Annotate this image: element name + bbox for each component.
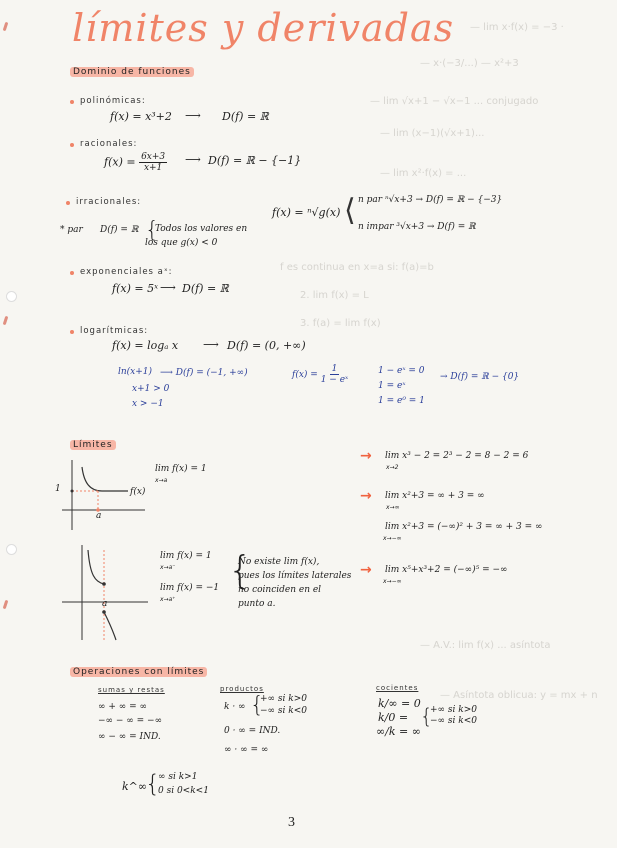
note-domain: D(f) = ℝ [100, 225, 139, 235]
note-line3: no coinciden en el [238, 585, 322, 595]
formula-irracional: f(x) = ⁿ√g(x) [272, 206, 341, 219]
suma-3: ∞ − ∞ = IND. [98, 732, 161, 742]
note-line1: Todos los valores en [155, 224, 248, 234]
margin-mark [3, 22, 9, 31]
brace-left: ⟨ [344, 193, 356, 228]
formula-polinomica: f(x) = x³+2 [110, 110, 172, 123]
margin-mark [3, 600, 9, 609]
bullet-dot [70, 271, 74, 275]
limit-example-1: lim x³ − 2 = 2³ − 2 = 8 − 2 = 6 [385, 451, 529, 461]
potencia-case2: 0 si 0<k<1 [158, 786, 209, 796]
domain-polinomica: D(f) = ℝ [222, 110, 269, 123]
punch-hole [6, 544, 17, 555]
limit-example-2: lim x²+3 = ∞ + 3 = ∞ [385, 491, 485, 501]
margin-mark [3, 316, 9, 325]
example-ln-domain: ⟶ D(f) = (−1, +∞) [160, 368, 248, 378]
domain-logaritmica: D(f) = (0, +∞) [227, 339, 306, 352]
note-line2: pues los límites laterales [238, 571, 352, 581]
graph1-limit-sub: x→a [155, 477, 168, 484]
subtitle-cocientes: cocientes [376, 684, 419, 692]
section-heading-limites: Límites [70, 440, 116, 450]
limit-example-4: lim x⁵+x³+2 = (−∞)⁵ = −∞ [385, 565, 508, 575]
graph1-tick-y: 1 [55, 484, 61, 494]
bullet-dot [66, 201, 70, 205]
example-ln: ln(x+1) [118, 367, 153, 377]
suma-2: −∞ − ∞ = −∞ [98, 716, 163, 726]
limit-example-3: lim x²+3 = (−∞)² + 3 = ∞ + 3 = ∞ [385, 522, 543, 532]
example-ln-cond2: x > −1 [132, 399, 164, 409]
label-racionales: racionales: [80, 139, 138, 149]
graph1-curve-label: f(x) [130, 487, 146, 497]
brace: { [420, 704, 433, 728]
red-arrow-icon: → [360, 562, 372, 578]
example-ln-cond1: x+1 > 0 [132, 384, 170, 394]
section-heading-operaciones: Operaciones con límites [70, 667, 207, 677]
graph2-limit-left: lim f(x) = 1 [160, 551, 212, 561]
brace: { [145, 218, 159, 243]
formula-logaritmica: f(x) = logₐ x [112, 339, 179, 352]
cociente-2-case1: +∞ si k>0 [430, 705, 477, 715]
cociente-2: k/0 = [378, 711, 409, 724]
domain-racional: D(f) = ℝ − {−1} [208, 154, 302, 167]
limit-example-4-sub: x→−∞ [383, 578, 402, 585]
example-exp-step3: 1 = e⁰ = 1 [378, 396, 425, 406]
graph1-tick-x: a [96, 511, 102, 521]
cociente-3: ∞/k = ∞ [376, 725, 421, 738]
punch-hole [6, 291, 17, 302]
note-prefix-par: * par [60, 225, 83, 235]
producto-2: 0 · ∞ = IND. [224, 726, 281, 736]
producto-k: k · ∞ [224, 702, 246, 712]
page-title: límites y derivadas [72, 6, 455, 50]
arrow: ⟶ [160, 281, 176, 294]
note-line4: punto a. [238, 599, 276, 609]
arrow: ⟶ [185, 153, 201, 166]
subtitle-sumas: sumas y restas [98, 686, 165, 694]
cociente-2-case2: −∞ si k<0 [430, 716, 477, 726]
example-exp-fraction: f(x) = $\frac{1}{\text{1 − eˣ}}$ [292, 364, 349, 385]
note-line2: los que g(x) < 0 [145, 238, 218, 248]
brace: { [250, 693, 264, 718]
limit-example-3-sub: x→−∞ [383, 535, 402, 542]
bullet-dot [70, 330, 74, 334]
bullet-dot [70, 100, 74, 104]
section-heading-dominio: Dominio de funciones [70, 67, 194, 77]
graph2-limit-right: lim f(x) = −1 [160, 583, 220, 593]
graph-limit-not-exists [60, 540, 150, 645]
page-number: 3 [288, 815, 295, 830]
domain-exponencial: D(f) = ℝ [182, 282, 229, 295]
case-n-par: n par ⁿ√x+3 → D(f) = ℝ − {−3} [358, 195, 503, 205]
label-logaritmicas: logarítmicas: [80, 326, 149, 336]
graph2-limit-left-sub: x→a⁻ [160, 564, 176, 571]
graph1-limit: lim f(x) = 1 [155, 464, 207, 474]
example-exp-domain: → D(f) = ℝ − {0} [440, 372, 520, 382]
red-arrow-icon: → [360, 488, 372, 504]
producto-k-case1: +∞ si k>0 [260, 694, 307, 704]
case-n-impar: n impar ³√x+3 → D(f) = ℝ [358, 222, 476, 232]
bullet-dot [70, 143, 74, 147]
potencia-k: k^∞ [122, 780, 148, 793]
suma-1: ∞ + ∞ = ∞ [98, 702, 148, 712]
brace: { [228, 548, 253, 592]
brace: { [145, 770, 161, 798]
red-arrow-icon: → [360, 448, 372, 464]
arrow: ⟶ [203, 338, 219, 351]
label-irracionales: irracionales: [76, 197, 142, 207]
subtitle-productos: productos [220, 685, 264, 693]
label-exponenciales: exponenciales aˣ: [80, 267, 173, 277]
limit-example-1-sub: x→2 [386, 464, 399, 471]
cociente-1: k/∞ = 0 [378, 697, 421, 710]
producto-k-case2: −∞ si k<0 [260, 706, 307, 716]
producto-3: ∞ · ∞ = ∞ [224, 745, 269, 755]
note-no-existe: No existe lim f(x), [238, 557, 320, 567]
graph2-limit-right-sub: x→a⁺ [160, 596, 176, 603]
label-polinomicas: polinómicas: [80, 96, 146, 106]
notebook-page: — lim x·f(x) = −3 · — x·(−3/...) — x²+3 — lim √x+1 − √x−1 ... conjugado — lim (x−1)(√x+1)... — lim x²·f(x) = ... f es continua en x=a si: f(a)=b 2. lim f(x) = L 3. f(a) = lim f(x) — A.V.: lim f(x) ... asíntota — Asíntota oblicua: y = mx + n límites y derivadas Dominio de funciones polinómicas: f(x) = x³+2 ⟶ D(f) = ℝ racionales: f(x) = $\frac{6x+3}{x+1}$ ⟶ D(f) = ℝ − {−1} irracionales: f(x) = ⁿ√g(x) ⟨ n par ⁿ√x+3 → D(f) = ℝ − {−3} n impar ³√x+3 → D(f) = ℝ * par D(f) = ℝ { Todos los valores en los que g(x) < 0 exponenciales aˣ: f(x) = 5ˣ ⟶ D(f) = ℝ logarítmicas: f(x) = logₐ x ⟶ D(f) = (0, +∞) ln(x+1) ⟶ D(f) = (−1, +∞) x+1 > 0 x > −1 f(x) = $\frac{1}{\text{1 − eˣ}}$ 1 − eˣ = 0 1 = eˣ 1 = e⁰ = 1 → D(f) = ℝ − {0} Límites 1 a f(x) lim f(x) = 1 x→a a lim f(x) = 1 x→a⁻ lim f(x) = −1 x→a⁺ { No existe lim f(x), pues los límites laterales no coinciden en el punto a. → lim x³ − 2 = 2³ − 2 = 8 − 2 = 6 x→2 → lim x²+3 = ∞ + 3 = ∞ x→∞ lim x²+3 = (−∞)² + 3 = ∞ + 3 = ∞ x→−∞ → lim x⁵+x³+2 = (−∞)⁵ = −∞ x→−∞ Operaciones con límites sumas y restas ∞ + ∞ = ∞ −∞ − ∞ = −∞ ∞ − ∞ = IND. productos k · ∞ { +∞ si k>0 −∞ si k<0 0 · ∞ = IND. ∞ · ∞ = ∞ cocientes k/∞ = 0 k/0 = { +∞ si k>0 −∞ si k<0 ∞/k = ∞ k^∞ { ∞ si k>1 0 si 0<k<1 3 [0, 0, 617, 848]
potencia-case1: ∞ si k>1 [158, 772, 198, 782]
formula-racional: f(x) = $\frac{6x+3}{x+1}$ [104, 152, 166, 173]
formula-exponencial: f(x) = 5ˣ [112, 282, 158, 295]
graph2-tick-x: a [102, 599, 108, 609]
arrow: ⟶ [185, 109, 201, 122]
example-exp-step2: 1 = eˣ [378, 381, 406, 391]
limit-example-2-sub: x→∞ [386, 504, 400, 511]
example-exp-step1: 1 − eˣ = 0 [378, 366, 425, 376]
